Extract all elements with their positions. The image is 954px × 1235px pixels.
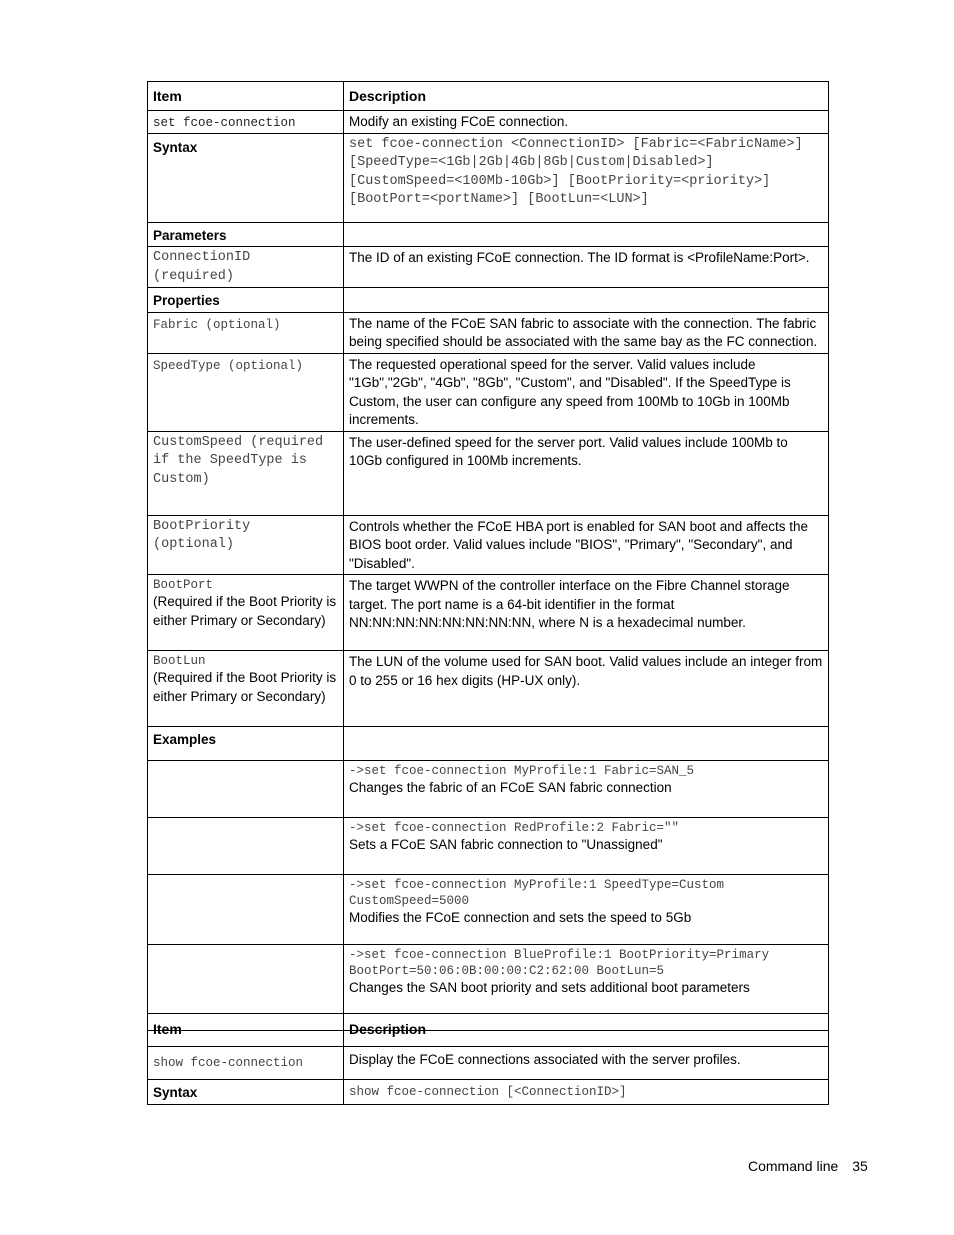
boot-priority-optional: (optional) (153, 537, 235, 552)
header-item: Item (148, 1014, 344, 1047)
example-cell (344, 875, 829, 945)
boot-port-description: The target WWPN of the controller interface on the Fibre Channel storage target. The port name is a 64-bit identifier in the format NN:NN:NN:NN:NN:NN:NN:NN, where N is a hexadecimal number. (344, 575, 829, 651)
examples-label: Examples (148, 727, 344, 761)
set-fcoe-connection-table (147, 81, 829, 1031)
command-name: show fcoe-connection (153, 1056, 304, 1070)
boot-lun-item (148, 651, 344, 727)
example-text: Modifies the FCoE connection and sets the speed to 5Gb (349, 910, 692, 925)
speed-type-item: SpeedType (optional) (153, 358, 304, 373)
boot-port-name: BootPort (153, 578, 214, 592)
command-description: Modify an existing FCoE connection. (344, 111, 829, 134)
boot-lun-note: (Required if the Boot Priority is either Primary or Secondary) (153, 670, 337, 704)
example-text: Sets a FCoE SAN fabric connection to "Unassigned" (349, 837, 663, 852)
properties-label: Properties (148, 288, 344, 313)
syntax-line: [CustomSpeed=<100Mb-10Gb>] [BootPriority=<priority>] (349, 173, 771, 189)
table-header-row (148, 1014, 829, 1047)
example-code: BootPort=50:06:0B:00:00:C2:62:00 BootLun=5 (349, 964, 665, 978)
example-code: ->set fcoe-connection BlueProfile:1 BootPriority=Primary (349, 948, 770, 962)
example-row (148, 875, 829, 945)
syntax-line: [BootPort=<portName>] [BootLun=<LUN>] (349, 192, 649, 207)
example-row (148, 761, 829, 818)
command-description: Display the FCoE connections associated with the server profiles. (344, 1047, 829, 1080)
syntax-row (148, 133, 829, 222)
command-name: set fcoe-connection (153, 116, 296, 130)
fabric-description: The name of the FCoE SAN fabric to associate with the connection. The fabric being specified should be associated with the same bay as the FC connection. (344, 312, 829, 353)
fabric-item: Fabric (optional) (153, 317, 281, 332)
boot-lun-name: BootLun (153, 654, 206, 668)
speed-type-description: The requested operational speed for the server. Valid values include "1Gb","2Gb", "4Gb", "8Gb", "Custom", and "Disabled". If the SpeedType is Custom, the user can configure any speed from 100Mb to 10Gb in 100Mb increments. (344, 353, 829, 431)
custom-speed-item (148, 431, 344, 515)
boot-lun-description: The LUN of the volume used for SAN boot. Valid values include an integer from 0 to 255 or 16 hex digits (HP-UX only). (344, 651, 829, 727)
parameters-row (148, 222, 829, 247)
connection-id-name: ConnectionID (153, 250, 251, 265)
boot-port-row (148, 575, 829, 651)
command-row (148, 111, 829, 134)
boot-priority-description: Controls whether the FCoE HBA port is enabled for SAN boot and affects the BIOS boot order. Valid values include "BIOS", "Primary", "Secondary", and "Disabled". (344, 515, 829, 575)
connection-id-row (148, 247, 829, 288)
boot-priority-name: BootPriority (153, 518, 251, 534)
custom-speed-row (148, 431, 829, 515)
example-code: ->set fcoe-connection MyProfile:1 SpeedType=Custom (349, 878, 725, 892)
connection-id-description: The ID of an existing FCoE connection. The ID format is <ProfileName:Port>. (344, 247, 829, 288)
boot-port-item (148, 575, 344, 651)
show-fcoe-connection-table (147, 1013, 829, 1105)
speed-type-row (148, 353, 829, 431)
table-header-row (148, 82, 829, 111)
example-code: ->set fcoe-connection MyProfile:1 Fabric=SAN_5 (349, 764, 695, 778)
example-cell (344, 761, 829, 818)
properties-row (148, 288, 829, 313)
example-text: Changes the fabric of an FCoE SAN fabric connection (349, 780, 672, 795)
syntax-row (148, 1080, 829, 1105)
custom-speed-line: if the SpeedType is (153, 453, 307, 468)
example-code: ->set fcoe-connection RedProfile:2 Fabric="" (349, 821, 680, 835)
custom-speed-description: The user-defined speed for the server port. Valid values include 100Mb to 10Gb configured in 100Mb increments. (344, 431, 829, 515)
example-code: CustomSpeed=5000 (349, 894, 470, 908)
syntax-code (344, 133, 829, 222)
example-row (148, 818, 829, 875)
syntax-line: [SpeedType=<1Gb|2Gb|4Gb|8Gb|Custom|Disabled>] (349, 155, 714, 170)
parameters-label: Parameters (148, 222, 344, 247)
example-cell (344, 818, 829, 875)
connection-id-required: (required) (153, 268, 235, 284)
header-item: Item (148, 82, 344, 111)
fabric-row (148, 312, 829, 353)
syntax-line: set fcoe-connection <ConnectionID> [Fabric=<FabricName>] (349, 136, 803, 152)
custom-speed-line: CustomSpeed (required (153, 434, 324, 450)
custom-speed-line: Custom) (153, 471, 210, 487)
command-row (148, 1047, 829, 1080)
boot-port-note: (Required if the Boot Priority is either Primary or Secondary) (153, 594, 337, 628)
syntax-label: Syntax (148, 133, 344, 222)
example-text: Changes the SAN boot priority and sets additional boot parameters (349, 980, 750, 995)
syntax-code: show fcoe-connection [<ConnectionID>] (349, 1085, 627, 1099)
footer-section: Command line (748, 1158, 839, 1174)
page-footer (748, 1158, 868, 1174)
header-description: Description (344, 1014, 829, 1047)
boot-priority-row (148, 515, 829, 575)
page-number: 35 (852, 1158, 868, 1174)
connection-id-item (148, 247, 344, 288)
header-description: Description (344, 82, 829, 111)
examples-row (148, 727, 829, 761)
boot-lun-row (148, 651, 829, 727)
syntax-label: Syntax (148, 1080, 344, 1105)
boot-priority-item (148, 515, 344, 575)
